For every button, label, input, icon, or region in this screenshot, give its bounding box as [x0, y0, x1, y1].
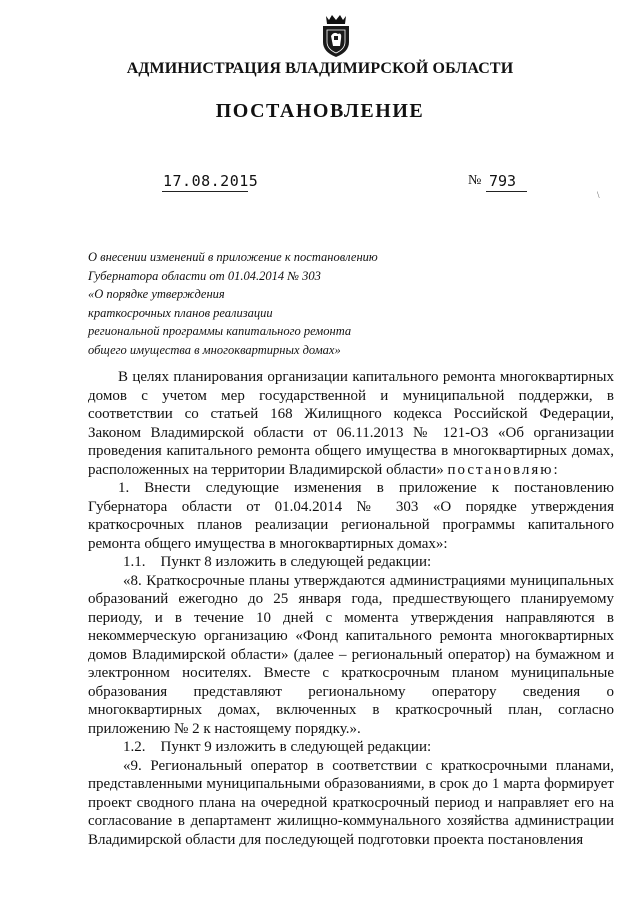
- document-type-title: ПОСТАНОВЛЕНИЕ: [215, 100, 425, 122]
- document-subject: [88, 248, 418, 359]
- preamble-paragraph: [88, 368, 614, 479]
- number-underline: [486, 191, 527, 192]
- number-label: №: [468, 173, 482, 188]
- item-1-2-heading: 1.2. Пункт 9 изложить в следующей редакции:: [123, 739, 432, 755]
- item-1-1-heading: 1.1. Пункт 8 изложить в следующей редакции:: [123, 554, 432, 570]
- subject-line: Губернатора области от 01.04.2014 № 303: [88, 268, 321, 283]
- subject-line: общего имущества в многоквартирных домах»: [88, 342, 341, 357]
- subject-line: краткосрочных планов реализации: [88, 305, 273, 320]
- margin-mark: \: [597, 190, 600, 200]
- document-date: 17.08.2015: [163, 172, 259, 190]
- decree-word: постановляю:: [447, 461, 560, 478]
- item-1-1-text: «8. Краткосрочные планы утверждаются администрациями муниципальных образований ежегодно до 25 января года, предшествующего планируемому периоду, и в течение 10 дней с момента утверждения направляются в некоммерческую организацию «Фонд капитального ремонта многоквартирных домов Владимирской области» (далее – региональный оператор) на бумажном и электронном носителях. Вместе с краткосрочным планом муниципальные образования представляют региональному оператору сведения о многоквартирных домах, включенных в краткосрочный план, согласно приложению № 2 к настоящему порядку.».: [88, 572, 614, 737]
- subject-line: О внесении изменений в приложение к постановлению: [88, 250, 378, 264]
- document-number: 793: [489, 172, 517, 190]
- subject-line: «О порядке утверждения: [88, 287, 225, 301]
- organization-title: АДМИНИСТРАЦИЯ ВЛАДИМИРСКОЙ ОБЛАСТИ: [126, 60, 514, 77]
- preamble-text: В целях планирования организации капитального ремонта многоквартирных домов с учетом мер государственной и муниципальной поддержки, в соответствии со статьей 168 Жилищного кодекса Российской Федерации, Законом Владимирской области от 06.11.2013 № 121-ОЗ «Об организации проведения капитального ремонта общего имущества в многоквартирных домах, расположенных на территории Владимирской области»: [88, 369, 614, 478]
- subject-line: региональной программы капитального ремонта: [88, 324, 352, 338]
- document-body: [88, 368, 614, 849]
- item-1-paragraph: 1. Внести следующие изменения в приложение к постановлению Губернатора области от 01.04.2014 № 303 «О порядке утверждения краткосрочных планов реализации региональной программы капитального ремонта общего имущества в многоквартирных домах»:: [88, 480, 614, 552]
- coat-of-arms-icon: [318, 12, 354, 58]
- date-underline: [162, 191, 248, 192]
- item-1-2-text: «9. Региональный оператор в соответствии с краткосрочными планами, представленными муниципальными образованиями, в срок до 1 марта формирует проект сводного плана на очередной краткосрочный период и направляет его на согласование в департамент жилищно-коммунального хозяйства администрации Владимирской области для последующей подготовки проекта постановления: [88, 757, 614, 848]
